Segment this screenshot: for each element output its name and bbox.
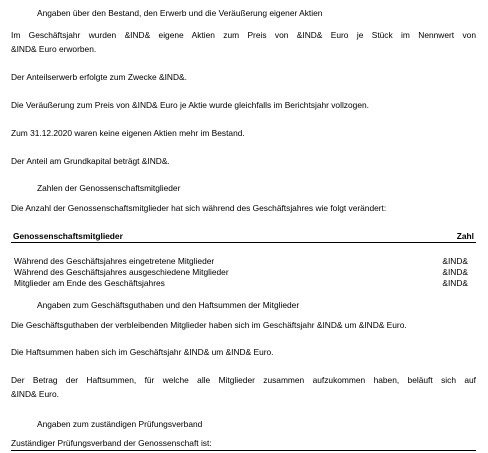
own-shares-paragraph-5: Der Anteil am Grundkapital beträgt &IND&. bbox=[11, 156, 170, 166]
assets-paragraph-3-line-2: &IND& Euro. bbox=[11, 389, 59, 399]
members-table-header-count: Zahl bbox=[456, 231, 474, 241]
table-row-value: &IND& bbox=[442, 256, 468, 266]
table-row-label: Während des Geschäftsjahres eingetretene Mitglieder bbox=[14, 256, 215, 266]
own-shares-heading: Angaben über den Bestand, den Erwerb und die Veräußerung eigener Aktien bbox=[37, 8, 323, 18]
members-table-header bbox=[11, 230, 476, 243]
table-row bbox=[14, 256, 468, 267]
table-row bbox=[14, 278, 468, 289]
own-shares-paragraph-4: Zum 31.12.2020 waren keine eigenen Aktien mehr im Bestand. bbox=[11, 128, 245, 138]
own-shares-paragraph-1-line-1: Im Geschäftsjahr wurden &IND& eigene Aktien zum Preis von &IND& Euro je Stück im Nennwert von bbox=[11, 30, 476, 40]
members-table-header-label: Genossenschaftsmitglieder bbox=[13, 231, 123, 241]
assets-paragraph-3-line-1: Der Betrag der Haftsummen, für welche alle Mitglieder zusammen aufzukommen haben, beläuft sich auf bbox=[11, 375, 476, 385]
own-shares-paragraph-3: Die Veräußerung zum Preis von &IND& Euro je Aktie wurde gleichfalls im Berichtsjahr vollzogen. bbox=[11, 100, 369, 110]
own-shares-paragraph-2: Der Anteilserwerb erfolgte zum Zwecke &IND&. bbox=[11, 72, 187, 82]
members-intro: Die Anzahl der Genossenschaftsmitglieder hat sich während des Geschäftsjahres wie folgt verändert: bbox=[11, 203, 387, 213]
audit-heading: Angaben zum zuständigen Prüfungsverband bbox=[37, 419, 203, 429]
own-shares-paragraph-1-line-2: &IND& Euro erworben. bbox=[11, 44, 97, 54]
table-row bbox=[14, 267, 468, 278]
assets-heading: Angaben zum Geschäftsguthaben und den Haftsummen der Mitglieder bbox=[37, 300, 300, 310]
table-row-label: Während des Geschäftsjahres ausgeschiedene Mitglieder bbox=[14, 267, 229, 277]
members-heading: Zahlen der Genossenschaftsmitglieder bbox=[37, 183, 181, 193]
audit-association-label: Zuständiger Prüfungsverband der Genossenschaft ist: bbox=[11, 438, 212, 448]
table-row-label: Mitglieder am Ende des Geschäftsjahres bbox=[14, 278, 165, 288]
table-row-value: &IND& bbox=[442, 278, 468, 288]
assets-paragraph-2: Die Haftsummen haben sich im Geschäftsjahr &IND& um &IND& Euro. bbox=[11, 347, 274, 357]
table-row-value: &IND& bbox=[442, 267, 468, 277]
assets-paragraph-1: Die Geschäftsguthaben der verbleibenden Mitglieder haben sich im Geschäftsjahr &IND& um &IND& Euro. bbox=[11, 320, 407, 330]
audit-association-field bbox=[11, 438, 476, 451]
